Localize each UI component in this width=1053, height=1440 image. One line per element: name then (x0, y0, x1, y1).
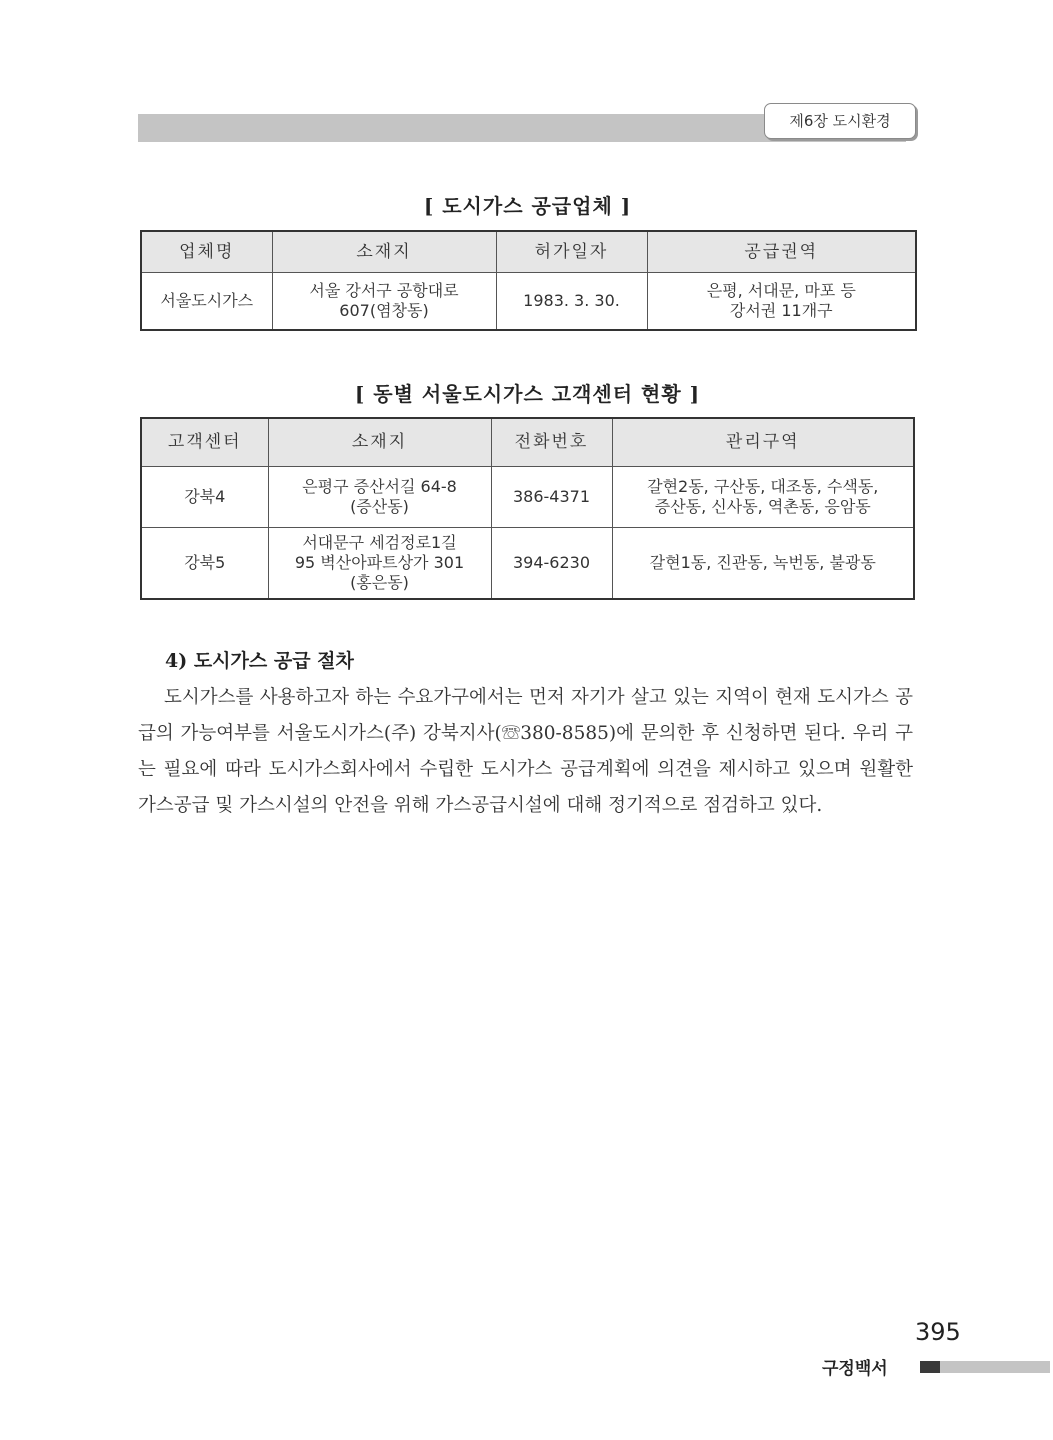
table2-title: [ 동별 서울도시가스 고객센터 현황 ] (354, 382, 701, 406)
date-cell: 1983. 3. 30. (496, 272, 647, 330)
table-row (141, 466, 914, 527)
area-cell (612, 527, 914, 599)
address-cell (268, 466, 491, 527)
area-line: 증산동, 신사동, 역촌동, 응암동 (654, 496, 871, 516)
table-row (141, 272, 916, 330)
column-header: 공급권역 (647, 231, 916, 272)
footer-label: 구정백서 (822, 1359, 888, 1379)
address-line: 서울 강서구 공항대로 (309, 280, 459, 300)
table-header-row (141, 231, 916, 272)
gas-supplier-table (140, 230, 917, 331)
page-number: 395 (915, 1318, 961, 1346)
customer-center-table (140, 417, 915, 600)
column-header: 업체명 (141, 231, 272, 272)
section-heading: 4) 도시가스 공급 절차 (165, 650, 354, 672)
address-cell (272, 272, 496, 330)
address-line: 607(염창동) (339, 300, 429, 320)
footer-bar-dark (920, 1361, 940, 1373)
column-header: 전화번호 (491, 418, 612, 466)
table1-title: [ 도시가스 공급업체 ] (423, 194, 632, 218)
company-cell: 서울도시가스 (141, 272, 272, 330)
table-header-row (141, 418, 914, 466)
area-line: 갈현2동, 구산동, 대조동, 수색동, (647, 476, 879, 496)
table-row (141, 527, 914, 599)
column-header: 고객센터 (141, 418, 268, 466)
address-line: (증산동) (350, 496, 409, 516)
body-paragraph: 도시가스를 사용하고자 하는 수요가구에서는 먼저 자기가 살고 있는 지역이 현재 도시가스 공급의 가능여부를 서울도시가스(주) 강북지사(☏380-8585)에 문의한 후 신청하면 된다. 우리 구는 필요에 따라 도시가스회사에서 수립한 도시가스 공급계획에 의견을 제시하고 있으며 원활한 가스공급 및 가스시설의 안전을 위해 가스공급시설에 대해 정기적으로 점검하고 있다. (138, 687, 913, 816)
phone-cell: 386-4371 (491, 466, 612, 527)
address-cell (268, 527, 491, 599)
address-line: 서대문구 세검정로1길 (302, 532, 457, 552)
address-line: 95 벽산아파트상가 301 (294, 552, 465, 572)
area-line: 강서권 11개구 (729, 300, 833, 320)
area-line: 은평, 서대문, 마포 등 (706, 280, 856, 300)
area-cell (612, 466, 914, 527)
center-cell: 강북5 (141, 527, 268, 599)
column-header: 관리구역 (612, 418, 914, 466)
address-line: 은평구 증산서길 64-8 (302, 476, 457, 496)
phone-cell: 394-6230 (491, 527, 612, 599)
chapter-label: 제6장 도시환경 (764, 103, 916, 139)
footer-bar-light (940, 1361, 1050, 1373)
column-header: 허가일자 (496, 231, 647, 272)
area-line: 갈현1동, 진관동, 녹번동, 불광동 (649, 552, 876, 572)
address-line: (홍은동) (350, 572, 409, 592)
column-header: 소재지 (268, 418, 491, 466)
area-cell (647, 272, 916, 330)
column-header: 소재지 (272, 231, 496, 272)
center-cell: 강북4 (141, 466, 268, 527)
